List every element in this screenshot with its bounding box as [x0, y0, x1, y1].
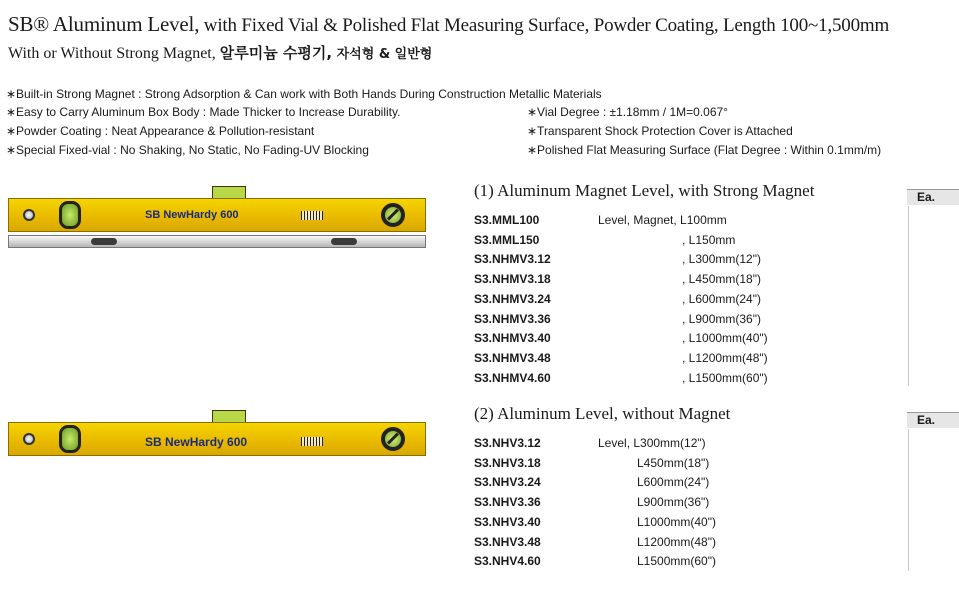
- brand-label: [145, 435, 247, 449]
- standard-level-body: [8, 422, 426, 456]
- hanging-hole-icon: [23, 209, 35, 221]
- standard-level-image: [8, 410, 426, 458]
- product-description: , L1500mm(60"): [682, 370, 768, 385]
- magnet-level-body: [8, 198, 426, 232]
- feature-box-body: ∗Easy to Carry Aluminum Box Body : Made Thicker to Increase Durability.: [6, 105, 401, 119]
- product-description: , L150mm: [682, 232, 736, 247]
- product-description: L900mm(36"): [637, 495, 710, 510]
- magnet-icon: [91, 238, 117, 245]
- product-code: S3.NHV3.12: [474, 436, 541, 450]
- product-code: S3.MML100: [474, 213, 540, 227]
- angle-vial-icon: [381, 427, 405, 451]
- product-code: S3.NHV3.18: [474, 455, 541, 470]
- product-code: S3.NHMV3.24: [474, 291, 551, 306]
- feature-vial-degree: ∗Vial Degree : ±1.18mm / 1M=0.067°: [527, 105, 728, 119]
- product-description: L600mm(24"): [637, 475, 710, 490]
- subtitle-english: With or Without Strong Magnet,: [8, 45, 220, 62]
- model-label: NewHardy 600: [163, 209, 239, 221]
- product-code: S3.NHMV4.60: [474, 370, 551, 385]
- product-description: L1200mm(48"): [637, 534, 716, 549]
- product-code: S3.NHV4.60: [474, 554, 541, 569]
- section1-title: (1) Aluminum Magnet Level, with Strong Magnet: [474, 181, 815, 200]
- title-brand: SB® Aluminum Level,: [8, 12, 200, 36]
- title-rest: with Fixed Vial & Polished Flat Measuring Surface, Powder Coating, Length 100~1,500mm: [199, 15, 890, 36]
- model-label: NewHardy 600: [165, 435, 248, 449]
- angle-vial-icon: [381, 203, 405, 227]
- product-description: L1500mm(60"): [637, 554, 716, 569]
- product-code: S3.NHV3.24: [474, 475, 541, 490]
- product-code: S3.NHMV3.40: [474, 331, 551, 346]
- magnet-level-image: [8, 186, 426, 256]
- magnet-level-bottom: [8, 235, 426, 248]
- vertical-vial-icon: [59, 425, 81, 453]
- product-description: Level, L300mm(12"): [598, 436, 706, 450]
- section2-title: (2) Aluminum Level, without Magnet: [474, 404, 731, 423]
- product-description: , L1000mm(40"): [682, 331, 768, 346]
- product-code: S3.NHMV3.12: [474, 252, 551, 267]
- vertical-vial-icon: [59, 201, 81, 229]
- product-description: , L900mm(36"): [682, 311, 761, 326]
- section2-unit-header: Ea.: [907, 412, 959, 428]
- barcode-label: [301, 211, 323, 220]
- product-description: , L600mm(24"): [682, 291, 761, 306]
- subtitle-korean-name: 알루미늄 수평기,: [219, 44, 333, 62]
- section1-unit-header: Ea.: [907, 189, 959, 205]
- product-code: S3.NHMV3.18: [474, 272, 551, 287]
- section1-divider: [908, 206, 909, 386]
- product-code: S3.NHV3.40: [474, 514, 541, 529]
- product-description: L1000mm(40"): [637, 514, 716, 529]
- feature-shock-cover: ∗Transparent Shock Protection Cover is Attached: [527, 124, 793, 138]
- subtitle-korean-types: 자석형 & 일반형: [332, 47, 433, 62]
- product-code: S3.NHV3.36: [474, 495, 541, 510]
- product-code: S3.NHV3.48: [474, 534, 541, 549]
- brand-sb: SB: [145, 435, 162, 449]
- product-code: S3.MML150: [474, 232, 540, 247]
- page-title: [8, 12, 953, 37]
- feature-fixed-vial: ∗Special Fixed-vial : No Shaking, No Static, No Fading-UV Blocking: [6, 143, 369, 157]
- feature-magnet: ∗Built-in Strong Magnet : Strong Adsorption & Can work with Both Hands During Construction Metallic Materials: [6, 87, 602, 101]
- magnet-icon: [331, 238, 357, 245]
- brand-sb: SB: [145, 209, 161, 221]
- section2-divider: [908, 429, 909, 571]
- product-description: , L300mm(12"): [682, 252, 761, 267]
- page-subtitle: [8, 42, 953, 63]
- feature-flat-surface: ∗Polished Flat Measuring Surface (Flat Degree : Within 0.1mm/m): [527, 143, 882, 157]
- hanging-hole-icon: [23, 433, 35, 445]
- brand-label: [145, 209, 239, 221]
- product-description: Level, Magnet, L100mm: [598, 213, 727, 227]
- product-description: L450mm(18"): [637, 455, 710, 470]
- barcode-label: [301, 437, 323, 446]
- product-description: , L450mm(18"): [682, 272, 761, 287]
- product-code: S3.NHMV3.36: [474, 311, 551, 326]
- feature-powder-coating: ∗Powder Coating : Neat Appearance & Pollution-resistant: [6, 124, 315, 138]
- product-description: , L1200mm(48"): [682, 350, 768, 365]
- product-code: S3.NHMV3.48: [474, 350, 551, 365]
